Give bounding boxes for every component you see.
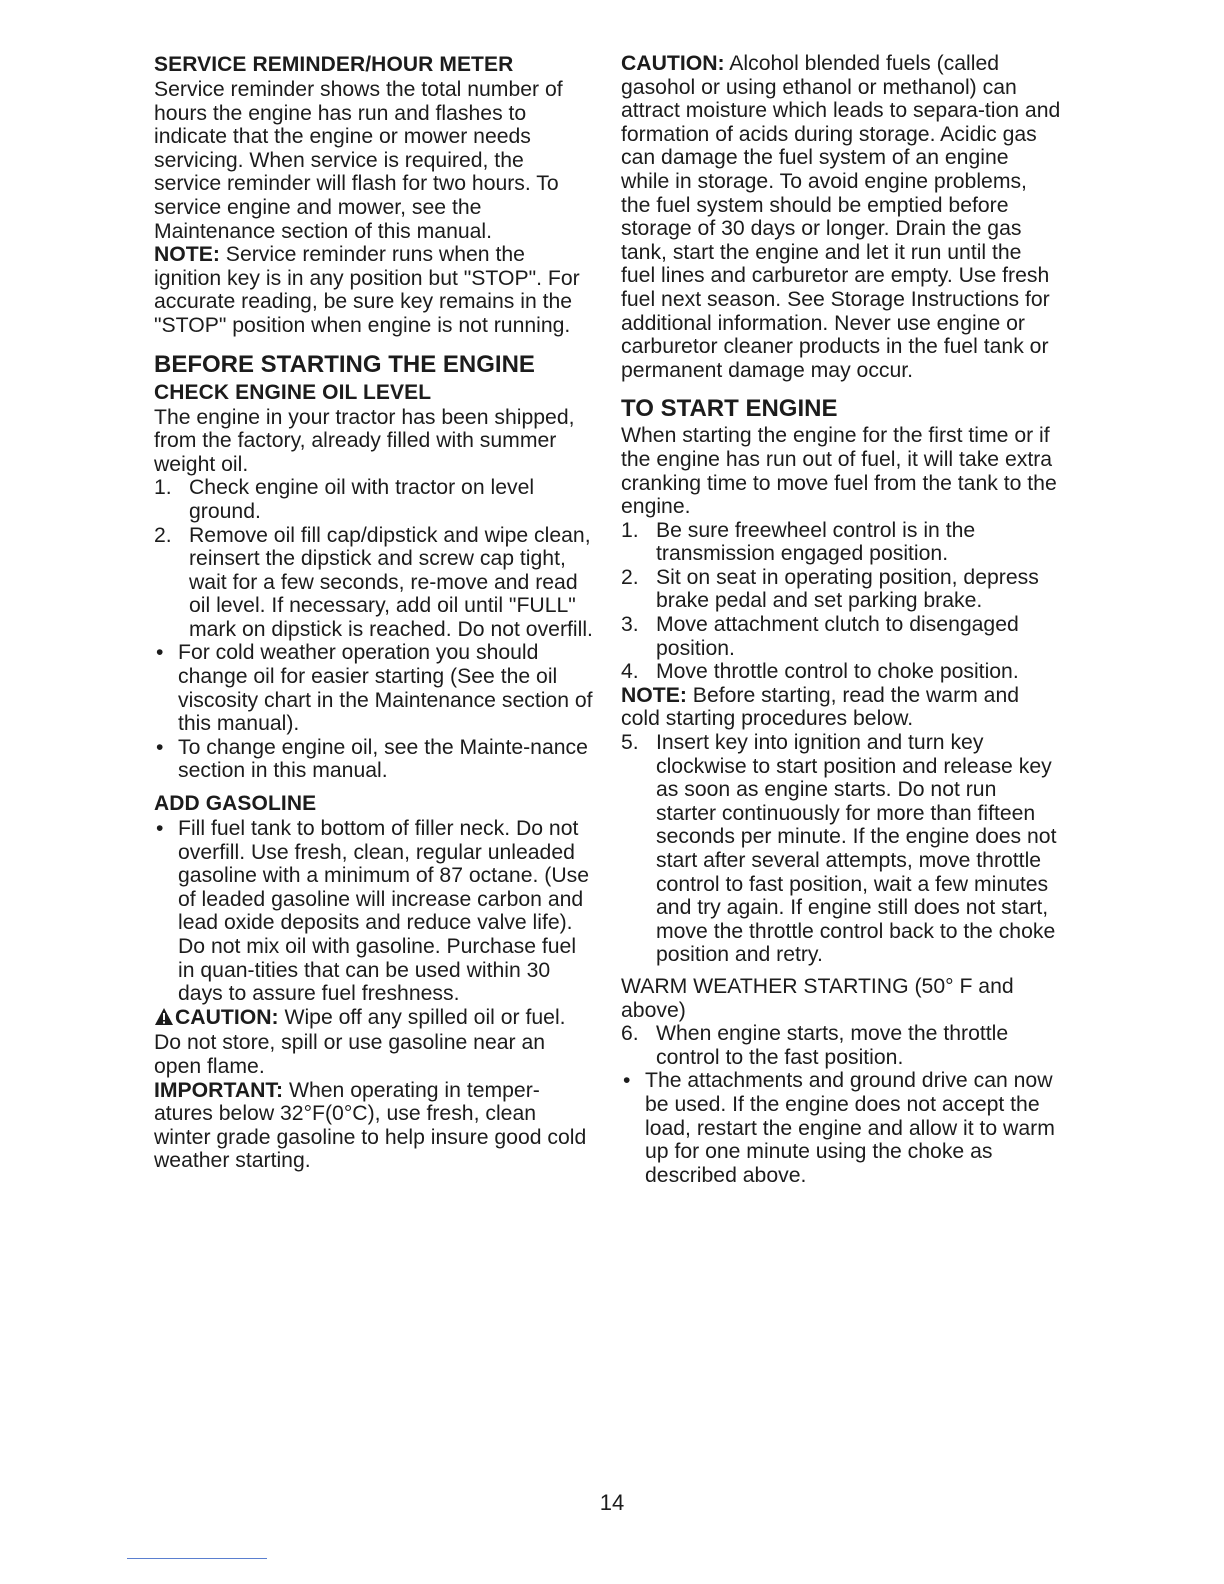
start-steps-a	[621, 519, 1061, 684]
list-item	[154, 476, 594, 523]
step-text: Remove oil fill cap/dipstick and wipe clean, reinsert the dipstick and screw cap tight, wait for a few seconds, re-move and read oil level. If necessary, add oil until "FULL" mark on dipstick is reached. Do not overfill.	[189, 523, 593, 641]
list-item	[154, 641, 594, 735]
bullet-icon: •	[156, 641, 164, 665]
bullet-icon: •	[156, 735, 164, 759]
list-item	[154, 817, 594, 1006]
list-item	[621, 1069, 1061, 1187]
warning-triangle-icon	[154, 1007, 174, 1032]
step-text: Check engine oil with tractor on level ground.	[189, 476, 535, 523]
start-engine-intro: When starting the engine for the first time or if the engine has run out of fuel, it will take extra cranking time to move fuel from the tank to the engine.	[621, 424, 1057, 519]
list-item	[621, 613, 1061, 660]
note-label: NOTE:	[154, 243, 220, 267]
oil-bullets	[154, 641, 594, 783]
left-column	[154, 52, 594, 1173]
step-number: 4.	[621, 660, 639, 684]
add-gasoline-heading: ADD GASOLINE	[154, 792, 317, 816]
oil-steps	[154, 476, 594, 641]
gasoline-bullets	[154, 817, 594, 1006]
step-number: 1.	[621, 518, 639, 542]
list-item	[621, 1022, 1061, 1069]
start-steps-c	[621, 1022, 1061, 1069]
list-item	[154, 524, 594, 642]
step-text: When engine starts, move the throttle control to the fast position.	[656, 1022, 1009, 1069]
step-number: 1.	[154, 476, 172, 500]
step-text: Be sure freewheel control is in the transmission engaged position.	[656, 518, 976, 566]
note-text: Service reminder runs when the ignition key is in any position but "STOP". For accurate reading, be sure key remains in the "STOP" position when engine is not running.	[154, 243, 580, 337]
list-item	[621, 731, 1061, 967]
fuel-caution	[621, 52, 1061, 382]
divider	[127, 1558, 267, 1559]
step-text: Insert key into ignition and turn key clockwise to start position and release key as soon as engine starts. Do not run starter continuously for more than fifteen seconds per minute. If the engine does not start after several attempts, move throttle control to fast position, wait a few minutes and try again. If engine still does not start, move the throttle control back to the choke position and retry.	[656, 731, 1057, 967]
caution-text: Alcohol blended fuels (called gasohol or using ethanol or methanol) can attract moisture which leads to separa-tion and formation of acids during storage. Acidic gas can damage the fuel system of an engine while in storage. To avoid engine problems, the fuel system should be emptied before storage of 30 days or longer. Drain the gas tank, start the engine and let it run until the fuel lines and carburetor are empty. Use fresh fuel next season. See Storage Instructions for additional information. Never use engine or carburetor cleaner products in the fuel tank or permanent damage may occur.	[621, 52, 1061, 382]
bullet-icon: •	[156, 817, 164, 841]
service-reminder-note	[154, 243, 594, 337]
step-number: 5.	[621, 731, 639, 755]
important-label: IMPORTANT:	[154, 1078, 284, 1102]
service-reminder-text: Service reminder shows the total number of hours the engine has run and flashes to indicate that the engine or mower needs servicing. When service is required, the service reminder will flash for two hours. To service engine and mower, see the Maintenance section of this manual.	[154, 78, 563, 243]
list-item	[154, 736, 594, 783]
gasoline-important	[154, 1079, 594, 1173]
bullet-text: Fill fuel tank to bottom of filler neck. Do not overfill. Use fresh, clean, regular unleaded gasoline with a minimum of 87 octane. (Use of leaded gasoline will increase carbon and lead oxide deposits and reduce valve life). Do not mix oil with gasoline. Purchase fuel in quan-tities that can be used within 30 days to assure fuel freshness.	[178, 817, 589, 1006]
before-starting-heading: BEFORE STARTING THE ENGINE	[154, 350, 535, 378]
bullet-text: The attachments and ground drive can now be used. If the engine does not accept the load, restart the engine and allow it to warm up for one minute using the choke as described above.	[645, 1069, 1055, 1187]
step-text: Move attachment clutch to disengaged position.	[656, 613, 1019, 660]
important-text: When operating in temper-atures below 32°F(0°C), use fresh, clean winter grade gasoline to help insure good cold weather starting.	[154, 1078, 587, 1173]
start-bullets	[621, 1069, 1061, 1187]
bullet-icon: •	[623, 1069, 631, 1093]
step-number: 2.	[621, 565, 639, 589]
note-label: NOTE:	[621, 683, 687, 707]
check-oil-heading: CHECK ENGINE OIL LEVEL	[154, 380, 432, 404]
service-reminder-heading: SERVICE REMINDER/HOUR METER	[154, 53, 514, 76]
start-steps-b	[621, 731, 1061, 967]
check-oil-intro: The engine in your tractor has been shipped, from the factory, already filled with summer weight oil.	[154, 405, 575, 476]
step-number: 6.	[621, 1022, 639, 1046]
start-engine-heading: TO START ENGINE	[621, 395, 838, 423]
gasoline-caution	[154, 1006, 594, 1079]
warm-weather-heading: WARM WEATHER STARTING (50° F and above)	[621, 974, 1014, 1022]
step-text: Move throttle control to choke position.	[656, 660, 1019, 684]
note-text: Before starting, read the warm and cold starting procedures below.	[621, 683, 1020, 731]
caution-label: CAUTION:	[175, 1005, 279, 1029]
start-note	[621, 684, 1061, 731]
right-column	[621, 52, 1061, 1187]
bullet-text: To change engine oil, see the Mainte-nance section in this manual.	[178, 735, 588, 783]
list-item	[621, 519, 1061, 566]
step-number: 3.	[621, 613, 639, 637]
step-text: Sit on seat in operating position, depress brake pedal and set parking brake.	[656, 565, 1039, 613]
list-item	[621, 566, 1061, 613]
caution-label: CAUTION:	[621, 52, 725, 75]
list-item	[621, 660, 1061, 684]
step-number: 2.	[154, 523, 172, 547]
bullet-text: For cold weather operation you should change oil for easier starting (See the oil viscosity chart in the Maintenance section of this manual).	[178, 641, 593, 736]
caution-text: Wipe off any spilled oil or fuel. Do not store, spill or use gasoline near an open flame.	[154, 1005, 566, 1078]
page-number: 14	[599, 1490, 625, 1515]
